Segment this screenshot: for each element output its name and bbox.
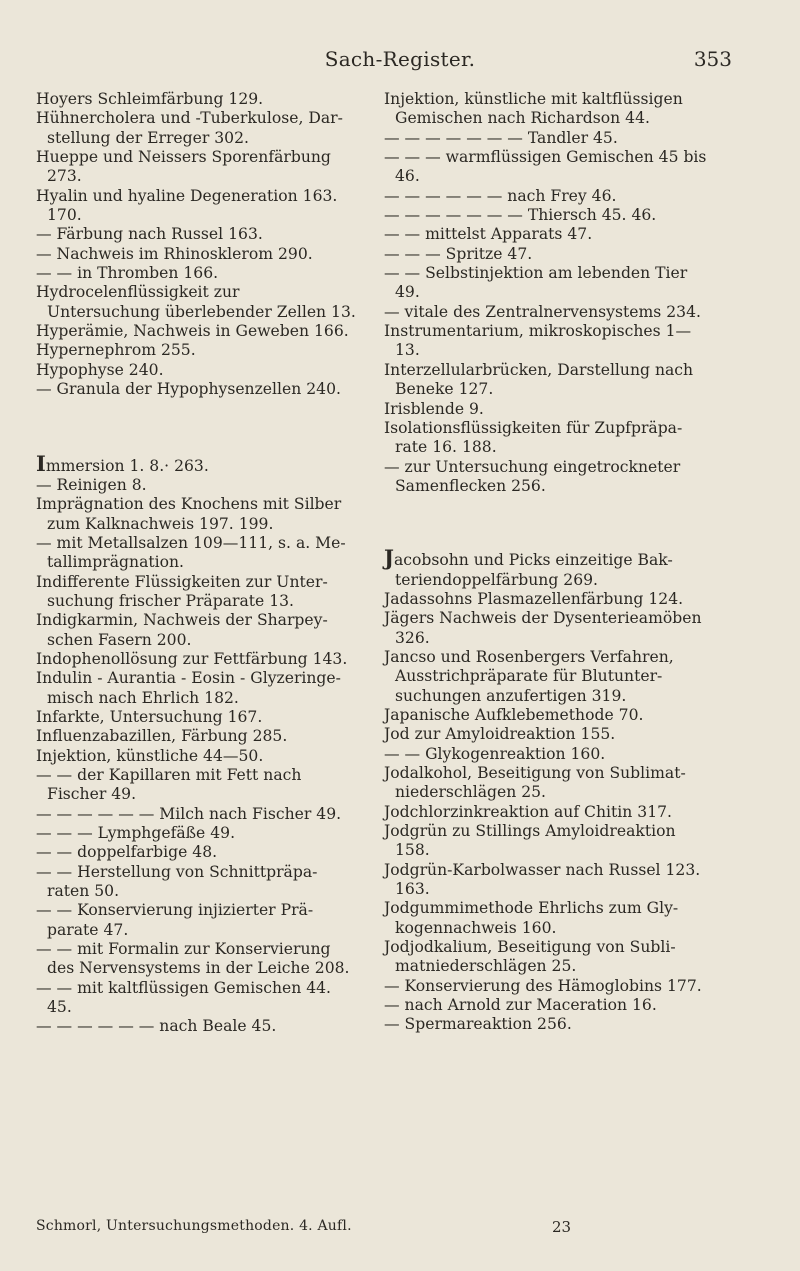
index-entry: — — in Thromben 166.	[36, 264, 219, 283]
index-entry: Indigkarmin, Nachweis der Sharpey- schen Fasern 200.	[36, 611, 328, 649]
index-entry: Japanische Aufklebemethode 70.	[384, 705, 644, 724]
index-entry: Jodgrün zu Stillings Amyloidreaktion 158.	[384, 822, 676, 860]
section-gap	[384, 496, 714, 550]
index-entry: Irisblende 9.	[384, 399, 484, 418]
index-entry: — — mit kaltflüssigen Gemischen 44. 45.	[36, 978, 332, 1017]
index-entry: — — Konservierung injizierter Prä- parate 47.	[36, 901, 314, 939]
index-entry: — Spermareaktion 256.	[384, 1015, 572, 1034]
entry-group-i	[36, 476, 356, 1037]
signature-mark: 23	[552, 1218, 572, 1236]
index-entry: Hoyers Schleimfärbung 129.	[36, 90, 264, 108]
index-entry: — — der Kapillaren mit Fett nach Fischer 49.	[36, 766, 302, 804]
index-column-right	[384, 90, 714, 1035]
index-entry: — Nachweis im Rhinosklerom 290.	[36, 244, 313, 263]
index-entry: Hueppe und Neissers Sporenfärbung 273.	[36, 148, 331, 186]
index-entry: Hühnercholera und -Tuberkulose, Dar- stellung der Erreger 302.	[36, 109, 343, 147]
index-entry: Hydrocelenflüssigkeit zur Untersuchung überlebender Zellen 13.	[36, 283, 356, 321]
index-entry: Jodjodkalium, Beseitigung von Subli- matniederschlägen 25.	[384, 938, 676, 976]
entry-group-h	[36, 90, 356, 400]
index-entry: Interzellularbrücken, Darstellung nach Beneke 127.	[384, 360, 694, 399]
page-number: 353	[693, 47, 732, 71]
index-entry: Hypophyse 240.	[36, 360, 164, 379]
index-entry: Indophenollösung zur Fettfärbung 143.	[36, 649, 348, 668]
index-entry: Hyalin und hyaline Degeneration 163. 170.	[36, 186, 338, 225]
index-entry: Imprägnation des Knochens mit Silber zum Kalknachweis 197. 199.	[36, 495, 342, 533]
index-entry: Jod zur Amyloidreaktion 155.	[384, 725, 616, 744]
index-entry: — mit Metallsalzen 109—111, s. a. Me- tallimprägnation.	[36, 533, 346, 572]
entry-text: mmersion 1. 8.· 263.	[45, 456, 209, 475]
index-entry: Jodchlorzinkreaktion auf Chitin 317.	[384, 802, 672, 821]
footer-imprint: Schmorl, Untersuchungsmethoden. 4. Aufl.	[36, 1218, 352, 1234]
index-entry: Jodgrün-Karbolwasser nach Russel 123. 163.	[384, 860, 701, 899]
index-entry: Infarkte, Untersuchung 167.	[36, 707, 263, 726]
section-initial: I	[36, 450, 46, 476]
index-entry: — — Glykogenreaktion 160.	[384, 744, 606, 763]
index-entry: Jodgummimethode Ehrlichs zum Gly- kogennachweis 160.	[384, 899, 679, 937]
index-entry: — — mit Formalin zur Konservierung des Nervensystems in der Leiche 208.	[36, 940, 350, 978]
index-entry: — — mittelst Apparats 47.	[384, 225, 593, 244]
index-entry: Indulin - Aurantia - Eosin - Glyzeringe- misch nach Ehrlich 182.	[36, 669, 341, 707]
index-entry: — — — — — — — Tandler 45.	[384, 128, 618, 147]
index-entry: — Färbung nach Russel 163.	[36, 225, 263, 244]
index-entry	[384, 545, 714, 590]
index-entry: Hypernephrom 255.	[36, 341, 196, 360]
index-entry: Injektion, künstliche mit kaltflüssigen Gemischen nach Richardson 44.	[384, 90, 683, 128]
entry-group-i-cont	[384, 90, 714, 496]
index-entry: — nach Arnold zur Maceration 16.	[384, 996, 657, 1015]
index-entry: — — — — — — — Thiersch 45. 46.	[384, 206, 657, 225]
index-entry: — — — Lymphgefäße 49.	[36, 824, 236, 843]
index-entry: — — Herstellung von Schnittpräpa- raten 50.	[36, 862, 318, 901]
index-column-left	[36, 90, 356, 1037]
index-entry: Jancso und Rosenbergers Verfahren, Ausstrichpräparate für Blutunter- suchungen anzufertigen 319.	[384, 647, 674, 705]
index-entry: Instrumentarium, mikroskopisches 1— 13.	[384, 322, 692, 360]
index-entry: Influenzabazillen, Färbung 285.	[36, 727, 288, 746]
index-entry: — vitale des Zentralnervensystems 234.	[384, 302, 701, 321]
index-entry: Hyperämie, Nachweis in Geweben 166.	[36, 322, 349, 341]
index-entry: — — Selbstinjektion am lebenden Tier 49.	[384, 264, 688, 302]
index-entry: — Granula der Hypophysenzellen 240.	[36, 380, 341, 399]
section-initial: J	[384, 545, 394, 571]
index-entry: — — doppelfarbige 48.	[36, 843, 218, 862]
index-entry: — — — — — — nach Frey 46.	[384, 186, 617, 205]
index-entry: Jodalkohol, Beseitigung von Sublimat- niederschlägen 25.	[384, 764, 686, 802]
index-entry	[36, 450, 356, 476]
section-gap	[36, 400, 356, 456]
index-entry: — — — — — — Milch nach Fischer 49.	[36, 804, 342, 823]
index-entry: Isolationsflüssigkeiten für Zupfpräpa- rate 16. 188.	[384, 418, 683, 457]
running-head: Sach-Register.	[324, 47, 476, 71]
index-entry: Indifferente Flüssigkeiten zur Unter- suchung frischer Präparate 13.	[36, 572, 328, 610]
index-entry: Jägers Nachweis der Dysenterieamöben 326.	[384, 609, 702, 647]
index-entry: Jadassohns Plasmazellenfärbung 124.	[384, 589, 684, 608]
index-entry: Injektion, künstliche 44—50.	[36, 746, 264, 765]
entry-text: acobsohn und Picks einzeitige Bak- teriendoppelfärbung 269.	[393, 551, 673, 589]
entry-group-j	[384, 590, 714, 1035]
index-entry: — Konservierung des Hämoglobins 177.	[384, 976, 702, 995]
index-entry: — — — warmflüssigen Gemischen 45 bis 46.	[384, 148, 707, 186]
index-entry: — — — Spritze 47.	[384, 244, 533, 263]
index-entry: — Reinigen 8.	[36, 475, 147, 494]
index-entry: — — — — — — nach Beale 45.	[36, 1017, 277, 1036]
index-entry: — zur Untersuchung eingetrockneter Samenflecken 256.	[384, 457, 681, 495]
